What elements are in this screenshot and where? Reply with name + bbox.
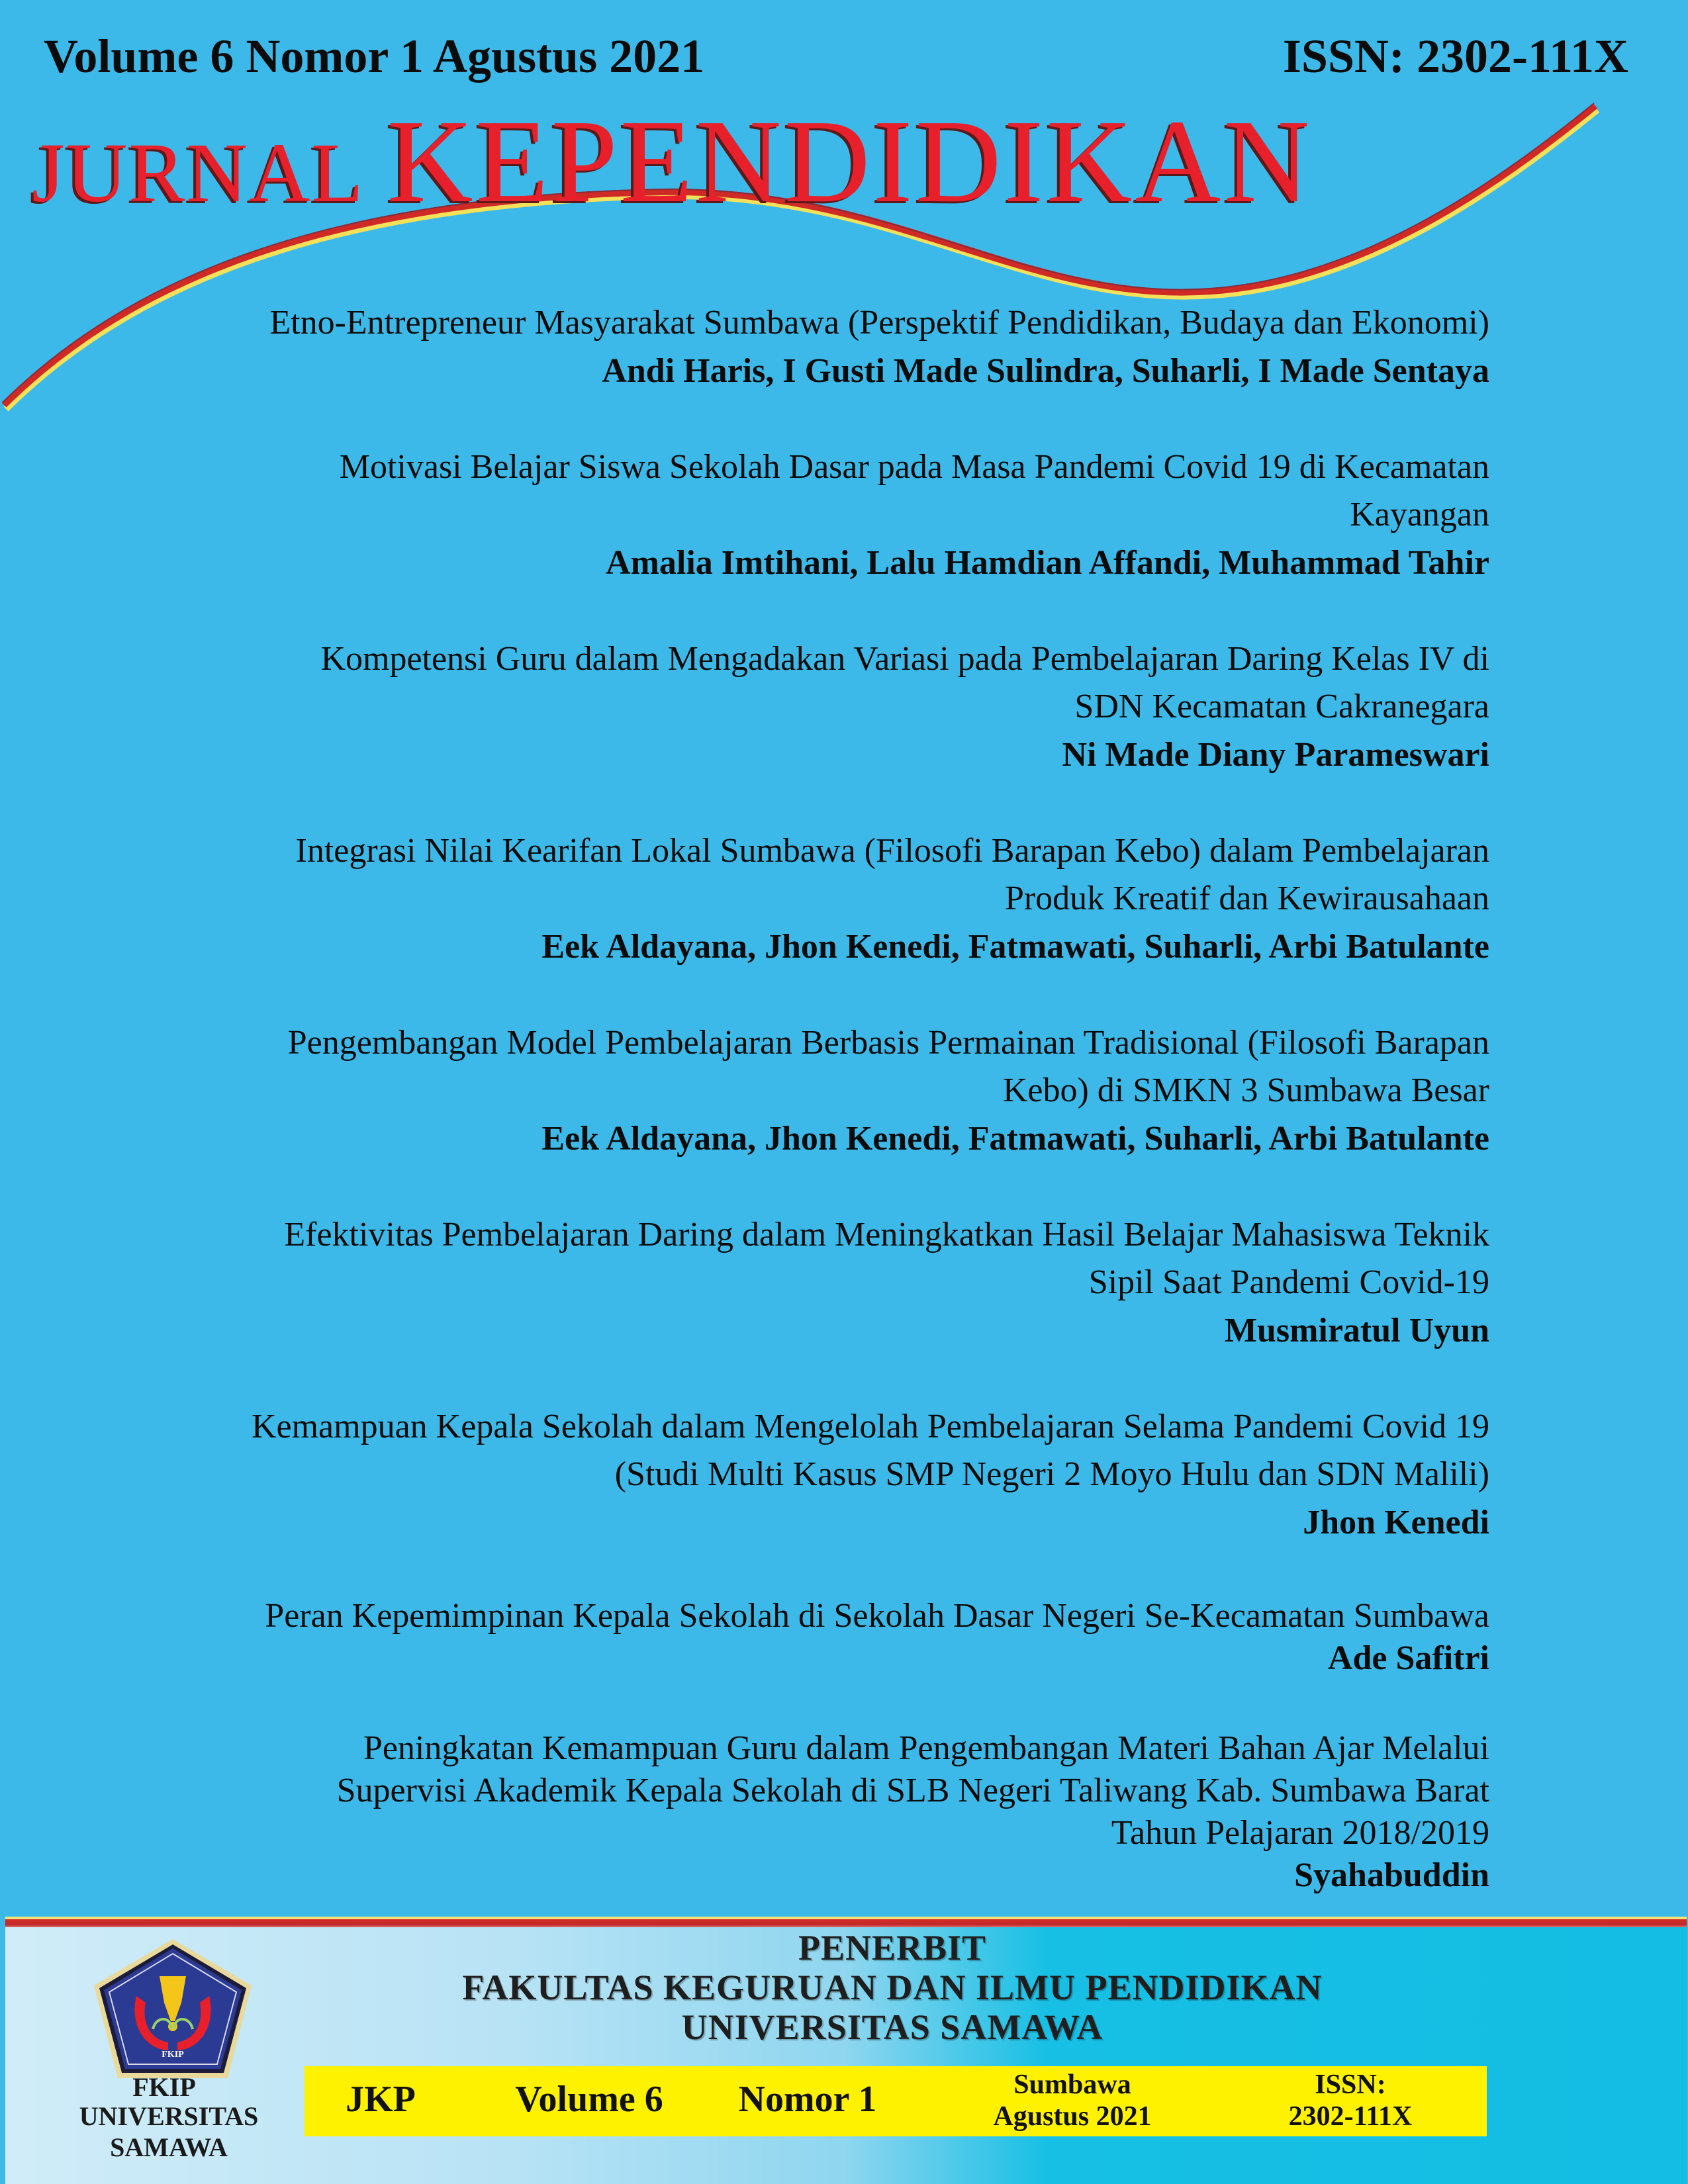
- article-title-cont: Produk Kreatif dan Kewirausahaan: [1004, 880, 1489, 917]
- article-authors: Eek Aldayana, Jhon Kenedi, Fatmawati, Suharli, Arbi Batulante: [541, 1120, 1489, 1158]
- masthead-kependidikan: KEPENDIDIKAN: [387, 95, 1313, 227]
- article-title: Kompetensi Guru dalam Mengadakan Variasi pada Pembelajaran Daring Kelas IV di: [320, 640, 1489, 678]
- issue-place-date: [966, 2069, 1178, 2132]
- publisher-faculty: FAKULTAS KEGURUAN DAN ILMU PENDIDIKAN: [462, 1968, 1323, 2007]
- masthead-jurnal: JURNAL: [32, 126, 365, 220]
- article-entry: [165, 1595, 1489, 1680]
- issue-date: Agustus 2021: [993, 2101, 1152, 2132]
- issn-value: 2302-111X: [1288, 2101, 1413, 2132]
- article-entry: [165, 299, 1489, 396]
- article-title-cont: (Studi Multi Kasus SMP Negeri 2 Moyo Hulu dan SDN Malili): [614, 1455, 1489, 1493]
- article-title: Efektivitas Pembelajaran Daring dalam Meningkatkan Hasil Belajar Mahasiswa Teknik: [284, 1216, 1489, 1253]
- journal-abbreviation: JKP: [346, 2079, 416, 2120]
- issue-volume: Volume 6: [515, 2079, 663, 2120]
- article-title: Peningkatan Kemampuan Guru dalam Pengembangan Materi Bahan Ajar Melalui: [363, 1729, 1489, 1767]
- issue-place: Sumbawa: [1013, 2070, 1131, 2100]
- article-authors: Andi Haris, I Gusti Made Sulindra, Suharli, I Made Sentaya: [602, 352, 1489, 390]
- journal-masthead: [32, 93, 1313, 227]
- article-title: Etno-Entrepreneur Masyarakat Sumbawa (Perspektif Pendidikan, Budaya dan Ekonomi): [269, 304, 1489, 341]
- article-entry: [165, 1019, 1489, 1163]
- article-authors: Musmiratul Uyun: [1224, 1312, 1489, 1349]
- article-title: Integrasi Nilai Kearifan Lokal Sumbawa (Filosofi Barapan Kebo) dalam Pembelajaran: [295, 832, 1489, 870]
- volume-issue-date: Volume 6 Nomor 1 Agustus 2021: [44, 30, 705, 83]
- article-title-cont: Supervisi Akademik Kepala Sekolah di SLB Negeri Taliwang Kab. Sumbawa Barat: [336, 1772, 1489, 1809]
- article-title-cont: Kayangan: [1350, 496, 1489, 533]
- article-title: Pengembangan Model Pembelajaran Berbasis Permainan Tradisional (Filosofi Barapan: [287, 1024, 1489, 1062]
- logo-caption-university: UNIVERSITAS SAMAWA: [79, 2101, 259, 2162]
- issn-label: ISSN:: [1315, 2070, 1386, 2100]
- svg-text:FKIP: FKIP: [162, 2050, 184, 2060]
- article-entry: [165, 1211, 1489, 1355]
- publisher-footer: [5, 1927, 1687, 2184]
- article-authors: Amalia Imtihani, Lalu Hamdian Affandi, Muhammad Tahir: [606, 544, 1489, 582]
- fkip-university-logo-icon: [90, 1936, 256, 2082]
- footer-divider-stripe: [5, 1917, 1687, 1927]
- article-title-cont: Kebo) di SMKN 3 Sumbawa Besar: [1002, 1071, 1489, 1109]
- article-authors: Eek Aldayana, Jhon Kenedi, Fatmawati, Suharli, Arbi Batulante: [541, 928, 1489, 966]
- article-title: Motivasi Belajar Siswa Sekolah Dasar pada Masa Pandemi Covid 19 di Kecamatan: [339, 448, 1489, 486]
- article-title-cont: Tahun Pelajaran 2018/2019: [1111, 1814, 1489, 1852]
- article-title-cont: SDN Kecamatan Cakranegara: [1074, 688, 1489, 725]
- article-entry: [165, 635, 1489, 780]
- publisher-label: PENERBIT: [798, 1928, 987, 1968]
- article-entry: [165, 1727, 1489, 1897]
- article-title: Kemampuan Kepala Sekolah dalam Mengelolah Pembelajaran Selama Pandemi Covid 19: [251, 1408, 1489, 1445]
- article-entry: [165, 1403, 1489, 1547]
- article-authors: Ni Made Diany Parameswari: [1062, 736, 1489, 774]
- article-authors: Ade Safitri: [1327, 1639, 1489, 1677]
- issn-header: ISSN: 2302-111X: [1282, 30, 1628, 83]
- issue-info-bar: [305, 2066, 1487, 2136]
- table-of-contents: [165, 299, 1489, 1944]
- article-entry: [165, 443, 1489, 588]
- logo-caption-fkip: FKIP: [132, 2072, 196, 2102]
- article-title-cont: Sipil Saat Pandemi Covid-19: [1088, 1263, 1489, 1301]
- article-authors: Jhon Kenedi: [1303, 1504, 1489, 1541]
- article-authors: Syahabuddin: [1294, 1856, 1489, 1894]
- issue-number: Nomor 1: [738, 2079, 877, 2120]
- article-title: Peran Kepemimpinan Kepala Sekolah di Sekolah Dasar Negeri Se-Kecamatan Sumbawa: [265, 1597, 1489, 1635]
- issn-block: [1258, 2069, 1443, 2132]
- publisher-university: UNIVERSITAS SAMAWA: [681, 2007, 1103, 2047]
- article-entry: [165, 827, 1489, 972]
